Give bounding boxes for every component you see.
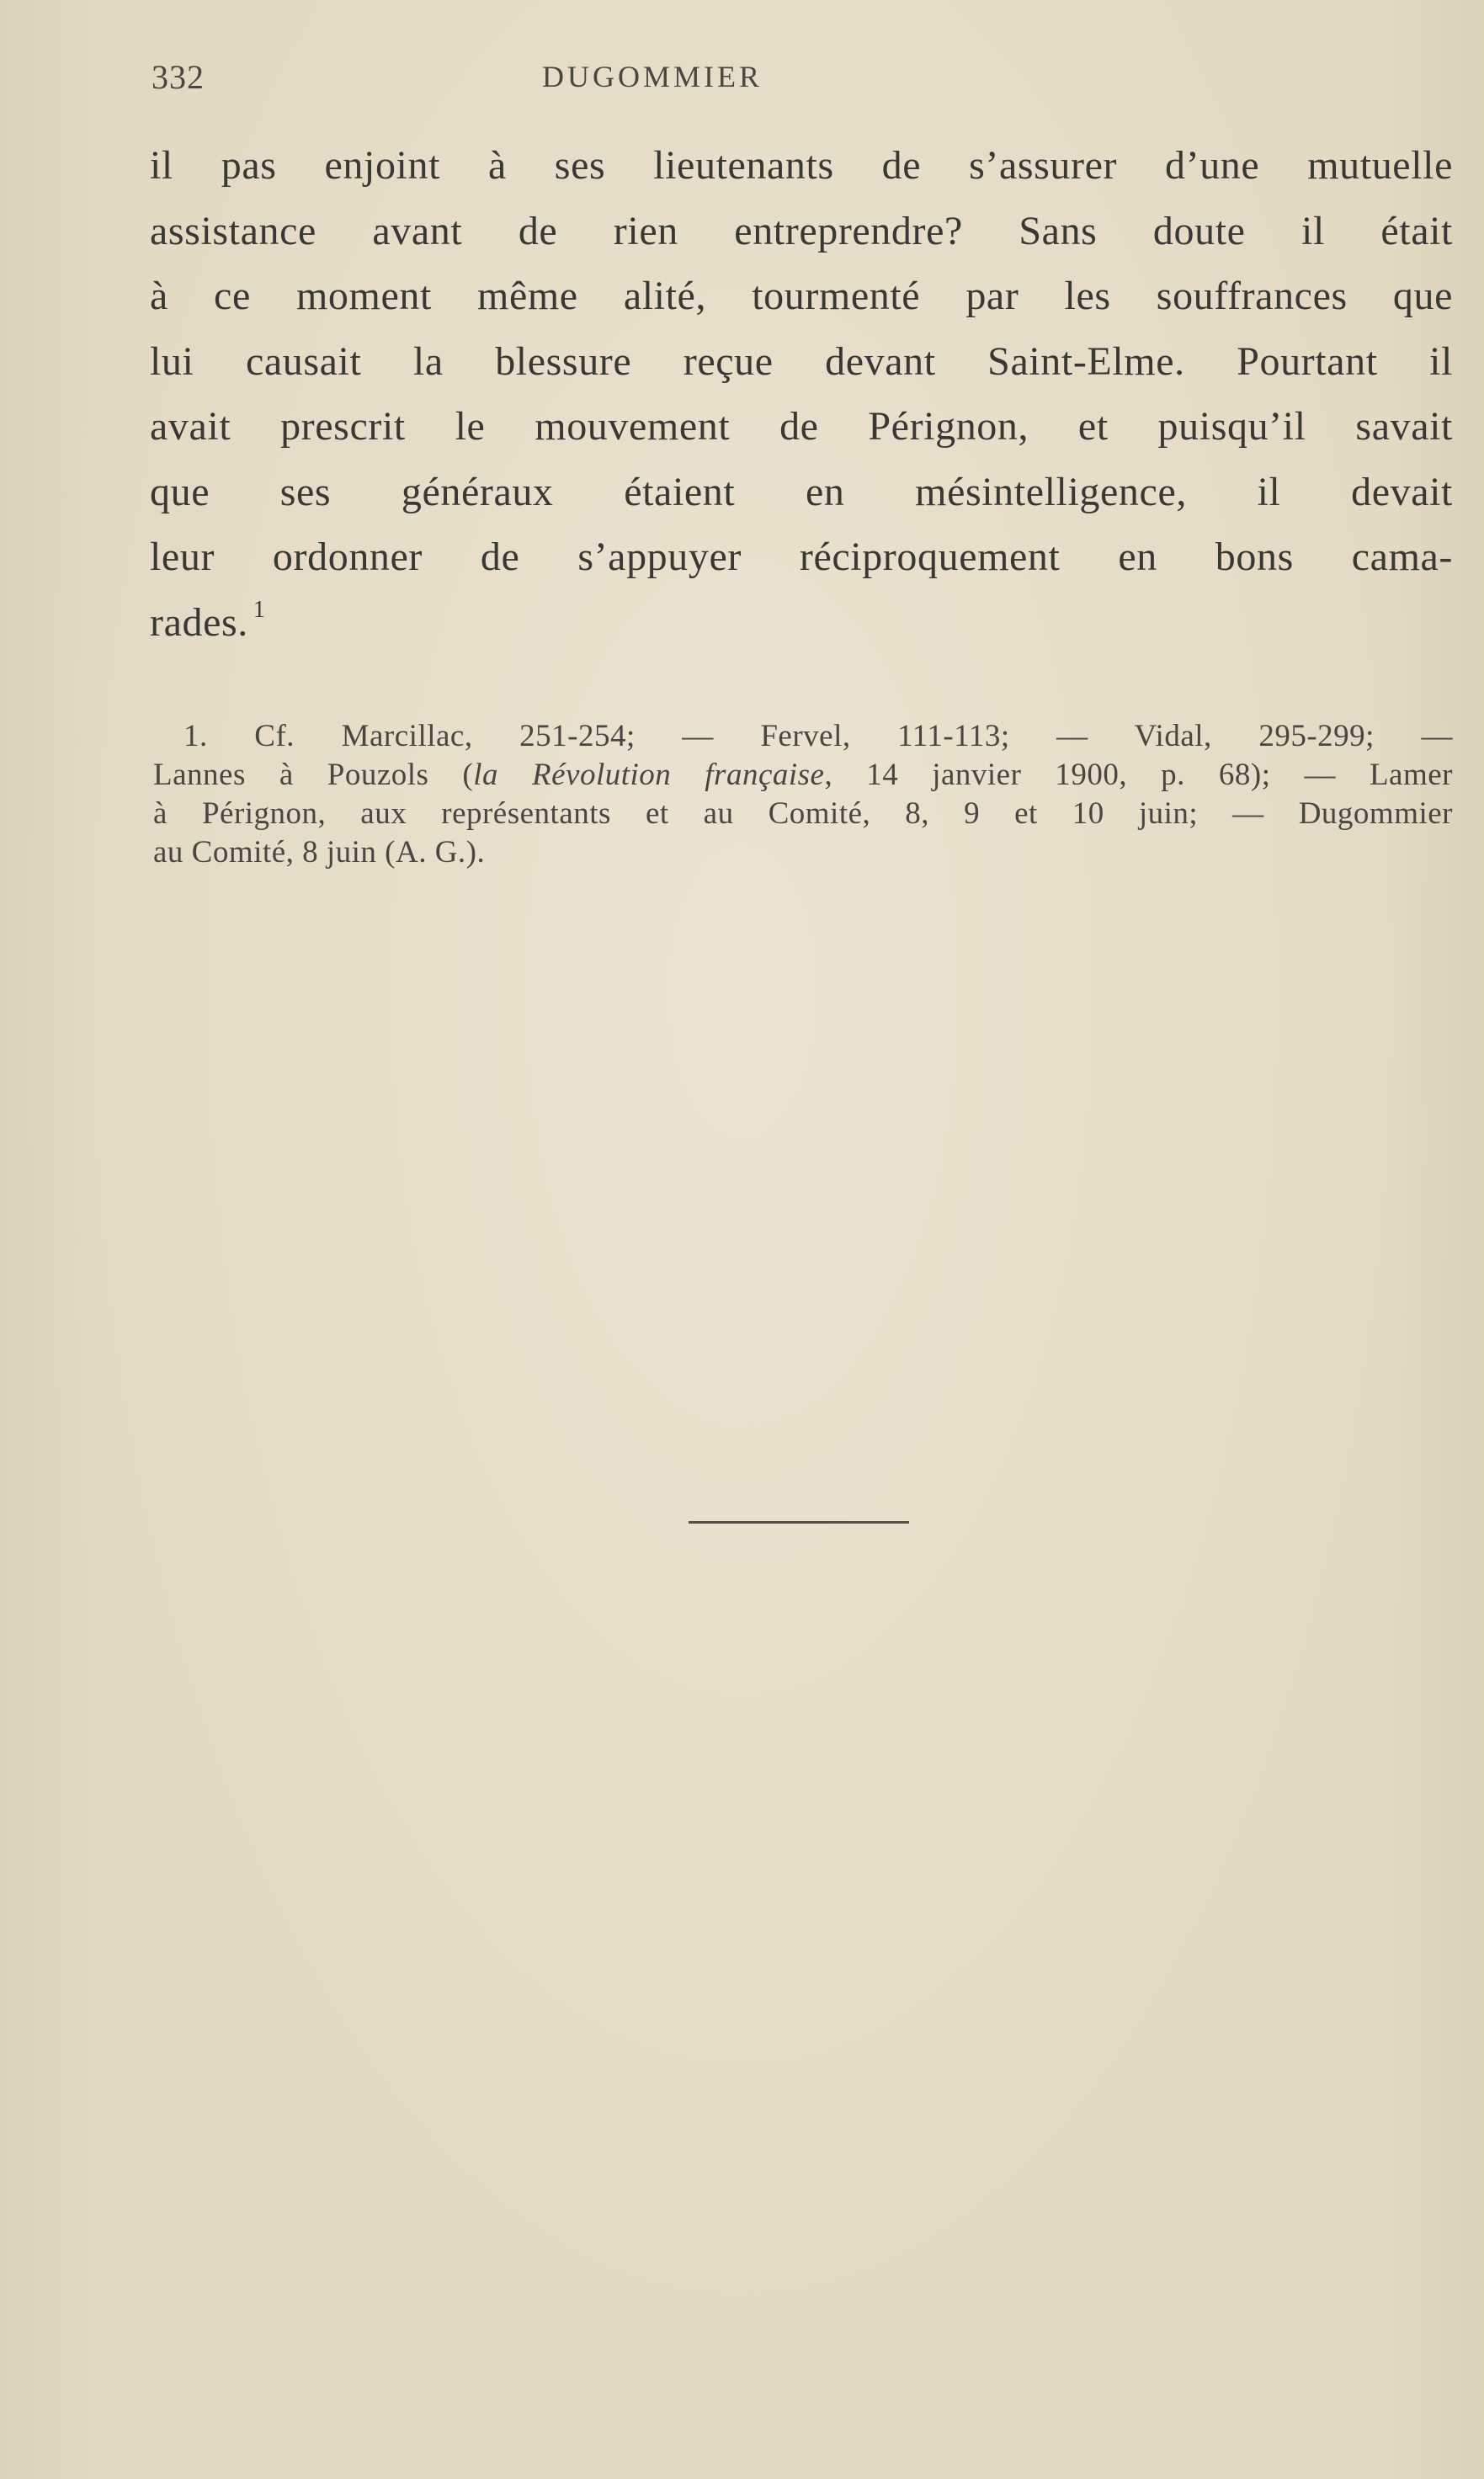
page-number: 332 (152, 58, 205, 96)
body-paragraph (150, 133, 1453, 655)
footnote-italic-title: la Révolution française (473, 758, 825, 792)
end-rule (689, 1521, 909, 1524)
body-line-text: rades. (150, 599, 248, 645)
body-line: il pas enjoint à ses lieutenants de s’assurer d’une mutuelle (150, 143, 1453, 188)
body-line: à ce moment même alité, tourmenté par les souffrances que (150, 274, 1453, 318)
body-line: leur ordonner de s’appuyer réciproquement en bons cama- (150, 535, 1453, 579)
body-line: que ses généraux étaient en mésintelligence, il devait (150, 469, 1453, 514)
footnote-reference: 1 (253, 596, 266, 623)
body-line: avait prescrit le mouvement de Pérignon, et puisqu’il savait (150, 404, 1453, 449)
body-line: assistance avant de rien entreprendre? Sans doute il était (150, 208, 1453, 253)
footnote-text: Lannes à Pouzols ( (153, 758, 474, 792)
footnote-line: à Pérignon, aux représentants et au Comité, 8, 9 et 10 juin; — Dugommier (153, 796, 1453, 831)
footnote-line: au Comité, 8 juin (A. G.). (153, 835, 486, 870)
body-line-last (150, 590, 1453, 656)
running-head (152, 57, 1453, 99)
body-line: lui causait la blessure reçue devant Saint-Elme. Pourtant il (150, 338, 1453, 384)
footnote-line (153, 756, 1453, 795)
footnote-line: 1. Cf. Marcillac, 251-254; — Fervel, 111-113; — Vidal, 295-299; — (184, 719, 1453, 753)
running-title: DUGOMMIER (541, 60, 763, 93)
footnote-text: , 14 janvier 1900, p. 68); — Lamer (824, 758, 1453, 792)
footnotes (153, 717, 1453, 872)
